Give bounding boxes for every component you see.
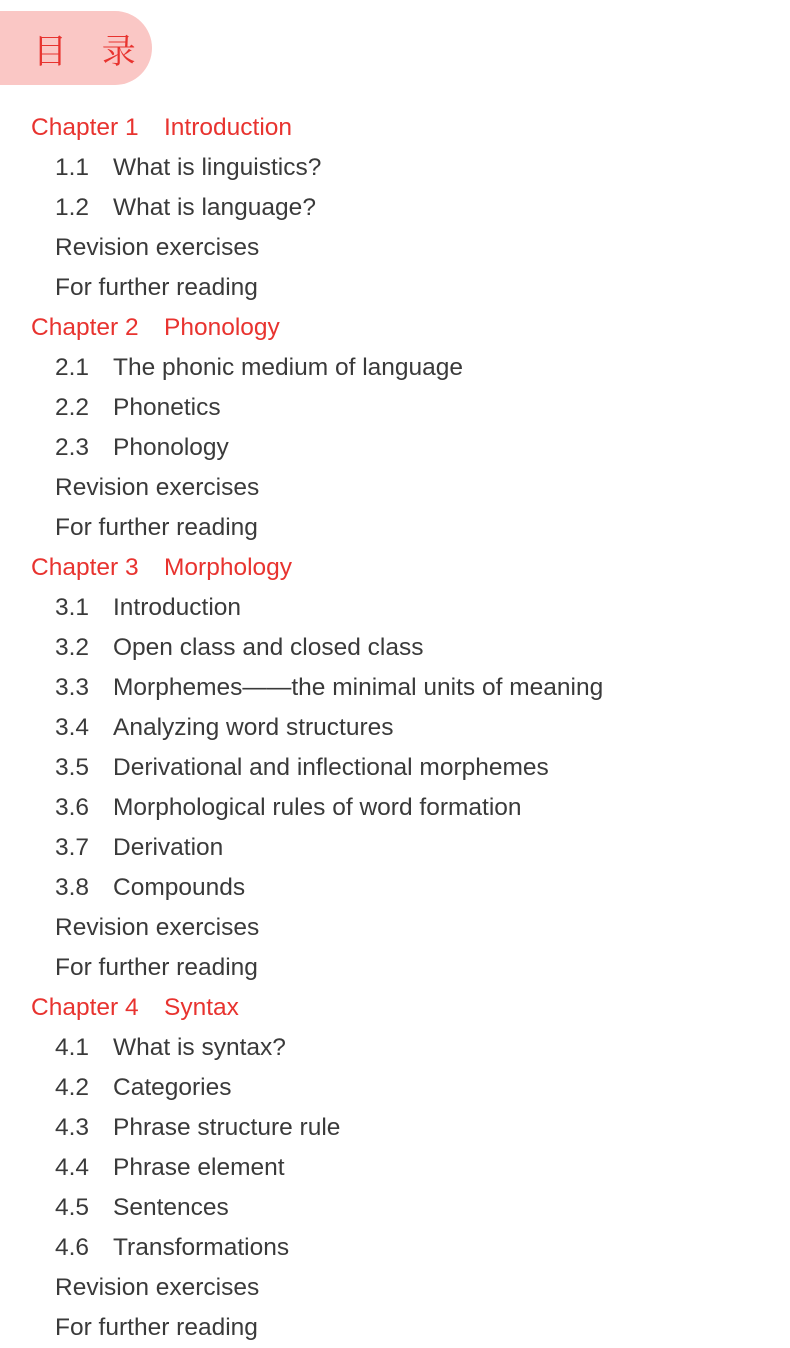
toc-entry-number: Chapter 3 bbox=[31, 554, 139, 581]
toc-extra-entry[interactable] bbox=[0, 948, 790, 988]
toc-section-entry[interactable] bbox=[0, 148, 790, 188]
toc-extra-entry[interactable] bbox=[0, 468, 790, 508]
toc-entry-title: Introduction bbox=[113, 594, 242, 621]
toc-section-entry[interactable] bbox=[0, 828, 790, 868]
toc-entry-title: Syntax bbox=[164, 994, 239, 1021]
toc-entry-title: Phrase structure rule bbox=[113, 1114, 341, 1141]
toc-entry-title: What is language? bbox=[113, 194, 316, 221]
toc-entry-title: Revision exercises bbox=[55, 1274, 260, 1301]
toc-section-entry[interactable] bbox=[0, 388, 790, 428]
toc-entry-number: Chapter 1 bbox=[31, 114, 139, 141]
toc-entry-title: Compounds bbox=[113, 874, 246, 901]
toc-entry-title: Transformations bbox=[113, 1234, 290, 1261]
toc-entry-title: Derivational and inflectional morphemes bbox=[113, 754, 549, 781]
toc-entry-number: 1.1 bbox=[55, 154, 90, 181]
toc-entry-title: Revision exercises bbox=[55, 914, 260, 941]
toc-entry-number: Chapter 4 bbox=[31, 994, 139, 1021]
toc-section-entry[interactable] bbox=[0, 428, 790, 468]
toc-title: 目 录 bbox=[33, 31, 148, 72]
toc-section-entry[interactable] bbox=[0, 588, 790, 628]
toc-entry-number: 3.3 bbox=[55, 674, 90, 701]
toc-entry-title: Morphological rules of word formation bbox=[113, 794, 522, 821]
toc-entry-title: Derivation bbox=[113, 834, 224, 861]
toc-entry-number: 2.3 bbox=[55, 434, 90, 461]
toc-entry-number: 3.6 bbox=[55, 794, 90, 821]
toc-extra-entry[interactable] bbox=[0, 1308, 790, 1348]
toc-entry-title: Phonology bbox=[164, 314, 280, 341]
toc-section-entry[interactable] bbox=[0, 1028, 790, 1068]
toc-entry-title: Phonology bbox=[113, 434, 229, 461]
toc-extra-entry[interactable] bbox=[0, 508, 790, 548]
toc-section-entry[interactable] bbox=[0, 748, 790, 788]
toc-entry-number: 3.4 bbox=[55, 714, 90, 741]
toc-entry-title: Open class and closed class bbox=[113, 634, 424, 661]
toc-entry-number: 3.1 bbox=[55, 594, 90, 621]
toc-section-entry[interactable] bbox=[0, 628, 790, 668]
toc-entry-title: Analyzing word structures bbox=[113, 714, 394, 741]
toc-entry-number: 3.2 bbox=[55, 634, 90, 661]
toc-entry-number: 3.7 bbox=[55, 834, 90, 861]
toc-entry-title: What is syntax? bbox=[113, 1034, 286, 1061]
toc-chapter-entry[interactable] bbox=[0, 308, 790, 348]
toc-entry-number: 2.1 bbox=[55, 354, 90, 381]
toc-entry-number: 4.6 bbox=[55, 1234, 90, 1261]
toc-section-entry[interactable] bbox=[0, 668, 790, 708]
toc-section-entry[interactable] bbox=[0, 788, 790, 828]
toc-entry-number: 2.2 bbox=[55, 394, 90, 421]
toc-entry-title: For further reading bbox=[55, 954, 258, 981]
toc-section-entry[interactable] bbox=[0, 708, 790, 748]
toc-entry-number: 4.5 bbox=[55, 1194, 90, 1221]
toc-entry-title: Morphology bbox=[164, 554, 293, 581]
toc-entry-title: Phrase element bbox=[113, 1154, 285, 1181]
toc-section-entry[interactable] bbox=[0, 188, 790, 228]
toc-extra-entry[interactable] bbox=[0, 268, 790, 308]
toc-entry-title: Introduction bbox=[164, 114, 293, 141]
toc-section-entry[interactable] bbox=[0, 1108, 790, 1148]
toc-extra-entry[interactable] bbox=[0, 908, 790, 948]
toc-entry-number: 4.3 bbox=[55, 1114, 90, 1141]
toc-section-entry[interactable] bbox=[0, 1148, 790, 1188]
toc-extra-entry[interactable] bbox=[0, 228, 790, 268]
toc-entry-number: 3.8 bbox=[55, 874, 90, 901]
toc-entry-title: For further reading bbox=[55, 1314, 258, 1341]
toc-section-entry[interactable] bbox=[0, 1188, 790, 1228]
toc-entry-title: Categories bbox=[113, 1074, 232, 1101]
toc-list bbox=[0, 108, 790, 1348]
toc-chapter-entry[interactable] bbox=[0, 548, 790, 588]
toc-extra-entry[interactable] bbox=[0, 1268, 790, 1308]
toc-section-entry[interactable] bbox=[0, 1068, 790, 1108]
toc-entry-title: Morphemes——the minimal units of meaning bbox=[113, 674, 604, 701]
toc-entry-number: Chapter 2 bbox=[31, 314, 139, 341]
toc-entry-number: 3.5 bbox=[55, 754, 90, 781]
toc-entry-title: Revision exercises bbox=[55, 474, 260, 501]
toc-entry-number: 4.1 bbox=[55, 1034, 90, 1061]
toc-entry-title: Phonetics bbox=[113, 394, 221, 421]
toc-section-entry[interactable] bbox=[0, 348, 790, 388]
toc-chapter-entry[interactable] bbox=[0, 988, 790, 1028]
toc-section-entry[interactable] bbox=[0, 868, 790, 908]
toc-entry-number: 1.2 bbox=[55, 194, 90, 221]
toc-entry-title: For further reading bbox=[55, 274, 258, 301]
toc-entry-title: For further reading bbox=[55, 514, 258, 541]
toc-chapter-entry[interactable] bbox=[0, 108, 790, 148]
toc-entry-title: Sentences bbox=[113, 1194, 229, 1221]
toc-entry-number: 4.4 bbox=[55, 1154, 90, 1181]
toc-section-entry[interactable] bbox=[0, 1228, 790, 1268]
toc-entry-title: The phonic medium of language bbox=[113, 354, 464, 381]
toc-entry-number: 4.2 bbox=[55, 1074, 90, 1101]
toc-header bbox=[0, 11, 152, 85]
toc-entry-title: Revision exercises bbox=[55, 234, 260, 261]
toc-entry-title: What is linguistics? bbox=[113, 154, 322, 181]
